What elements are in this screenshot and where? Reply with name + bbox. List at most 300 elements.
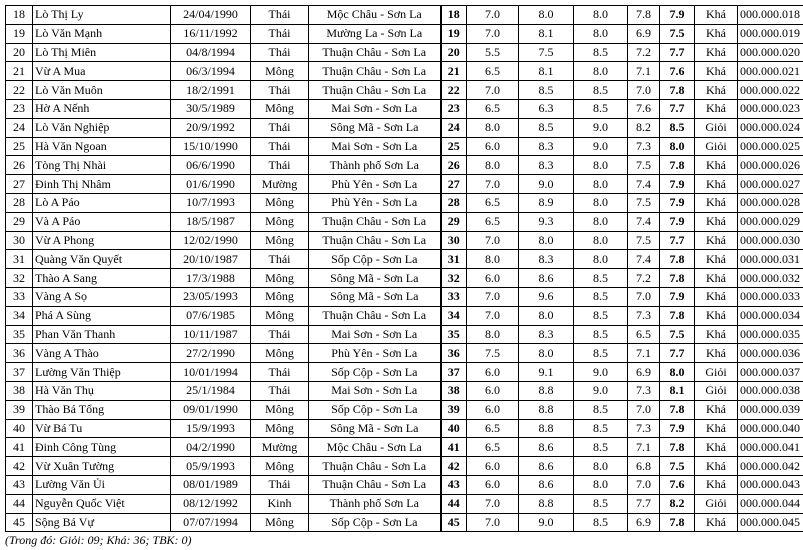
summary-footnote: (Trong đó: Giỏi: 09; Khá: 36; TBK: 0): [5, 533, 192, 547]
cell-number: 32: [441, 269, 467, 288]
cell-number: 20: [441, 43, 467, 62]
cell-name: Vừ A Mua: [33, 62, 171, 81]
cell-code: 000.000.026: [738, 156, 803, 175]
cell-average: 7.5: [660, 457, 695, 476]
cell-dob: 01/6/1990: [171, 175, 251, 194]
cell-score-3: 8.5: [574, 438, 628, 457]
cell-dob: 05/9/1993: [171, 457, 251, 476]
cell-stt: 41: [6, 438, 33, 457]
table-row: [6, 250, 803, 269]
cell-place: Thuận Châu - Sơn La: [309, 457, 441, 476]
cell-score-4: 7.5: [628, 193, 660, 212]
table-row: [6, 43, 803, 62]
cell-place: Phù Yên - Sơn La: [309, 175, 441, 194]
cell-code: 000.000.034: [738, 306, 803, 325]
cell-stt: 37: [6, 363, 33, 382]
cell-number: 39: [441, 400, 467, 419]
cell-score-3: 8.0: [574, 475, 628, 494]
results-table-container: [5, 5, 803, 532]
cell-number: 27: [441, 175, 467, 194]
cell-rank: Khá: [695, 438, 738, 457]
cell-name: Lò Văn Nghiệp: [33, 118, 171, 137]
cell-name: Vừ Xuân Tường: [33, 457, 171, 476]
cell-score-4: 7.8: [628, 6, 660, 25]
cell-stt: 36: [6, 344, 33, 363]
cell-score-3: 8.0: [574, 250, 628, 269]
results-table: [5, 5, 803, 532]
cell-rank: Khá: [695, 156, 738, 175]
table-row: [6, 513, 803, 532]
cell-score-2: 8.0: [519, 306, 574, 325]
cell-score-2: 9.6: [519, 287, 574, 306]
table-row: [6, 6, 803, 25]
cell-rank: Khá: [695, 306, 738, 325]
cell-code: 000.000.044: [738, 494, 803, 513]
cell-stt: 44: [6, 494, 33, 513]
cell-score-3: 8.5: [574, 81, 628, 100]
cell-code: 000.000.019: [738, 24, 803, 43]
cell-dob: 15/9/1993: [171, 419, 251, 438]
cell-stt: 30: [6, 231, 33, 250]
cell-dob: 16/11/1992: [171, 24, 251, 43]
cell-name: Lường Văn Ủi: [33, 475, 171, 494]
cell-score-2: 8.3: [519, 250, 574, 269]
cell-score-4: 7.1: [628, 344, 660, 363]
cell-name: Lò Văn Muôn: [33, 81, 171, 100]
cell-rank: Khá: [695, 24, 738, 43]
cell-score-4: 7.4: [628, 212, 660, 231]
cell-place: Thuận Châu - Sơn La: [309, 212, 441, 231]
cell-score-1: 5.5: [467, 43, 519, 62]
cell-score-3: 8.0: [574, 193, 628, 212]
cell-average: 7.7: [660, 99, 695, 118]
cell-score-1: 6.5: [467, 193, 519, 212]
cell-place: Thành phố Sơn La: [309, 494, 441, 513]
cell-name: Phan Văn Thanh: [33, 325, 171, 344]
cell-dob: 18/2/1991: [171, 81, 251, 100]
cell-score-3: 8.5: [574, 43, 628, 62]
cell-name: Lường Văn Thiệp: [33, 363, 171, 382]
cell-score-2: 8.3: [519, 156, 574, 175]
cell-rank: Giỏi: [695, 137, 738, 156]
cell-number: 24: [441, 118, 467, 137]
cell-ethnic: Mông: [251, 287, 309, 306]
cell-code: 000.000.030: [738, 231, 803, 250]
cell-name: Đinh Công Tùng: [33, 438, 171, 457]
cell-ethnic: Mông: [251, 344, 309, 363]
cell-score-1: 8.0: [467, 156, 519, 175]
cell-stt: 38: [6, 381, 33, 400]
cell-ethnic: Thái: [251, 43, 309, 62]
cell-score-4: 7.4: [628, 175, 660, 194]
cell-score-1: 7.0: [467, 287, 519, 306]
cell-code: 000.000.021: [738, 62, 803, 81]
cell-average: 7.9: [660, 175, 695, 194]
cell-name: Lò Thị Ly: [33, 6, 171, 25]
cell-score-2: 8.1: [519, 24, 574, 43]
cell-score-4: 7.1: [628, 438, 660, 457]
cell-ethnic: Mông: [251, 419, 309, 438]
cell-name: Vừ A Phong: [33, 231, 171, 250]
cell-number: 23: [441, 99, 467, 118]
cell-number: 33: [441, 287, 467, 306]
cell-score-4: 7.0: [628, 81, 660, 100]
cell-stt: 33: [6, 287, 33, 306]
cell-score-1: 6.0: [467, 137, 519, 156]
cell-score-3: 8.0: [574, 24, 628, 43]
cell-score-4: 7.2: [628, 43, 660, 62]
cell-dob: 06/6/1990: [171, 156, 251, 175]
cell-place: Phù Yên - Sơn La: [309, 193, 441, 212]
cell-score-1: 8.0: [467, 118, 519, 137]
cell-place: Mộc Châu - Sơn La: [309, 6, 441, 25]
cell-score-2: 8.5: [519, 118, 574, 137]
cell-number: 45: [441, 513, 467, 532]
cell-score-2: 8.8: [519, 419, 574, 438]
cell-score-4: 7.3: [628, 419, 660, 438]
cell-place: Sốp Cộp - Sơn La: [309, 363, 441, 382]
cell-rank: Khá: [695, 344, 738, 363]
cell-number: 44: [441, 494, 467, 513]
cell-average: 7.7: [660, 231, 695, 250]
cell-stt: 21: [6, 62, 33, 81]
cell-number: 26: [441, 156, 467, 175]
table-row: [6, 400, 803, 419]
cell-score-1: 6.5: [467, 419, 519, 438]
cell-name: Vừ Bá Tu: [33, 419, 171, 438]
cell-code: 000.000.037: [738, 363, 803, 382]
cell-average: 7.8: [660, 438, 695, 457]
cell-score-2: 8.5: [519, 81, 574, 100]
cell-code: 000.000.033: [738, 287, 803, 306]
cell-number: 43: [441, 475, 467, 494]
cell-place: Sông Mã - Sơn La: [309, 269, 441, 288]
table-row: [6, 137, 803, 156]
table-row: [6, 475, 803, 494]
cell-stt: 27: [6, 175, 33, 194]
cell-ethnic: Mông: [251, 400, 309, 419]
cell-score-4: 7.0: [628, 475, 660, 494]
table-row: [6, 419, 803, 438]
cell-ethnic: Mông: [251, 306, 309, 325]
table-row: [6, 344, 803, 363]
cell-dob: 30/5/1989: [171, 99, 251, 118]
cell-ethnic: Thái: [251, 381, 309, 400]
table-row: [6, 457, 803, 476]
cell-score-4: 6.5: [628, 325, 660, 344]
cell-average: 7.9: [660, 6, 695, 25]
cell-score-4: 7.1: [628, 62, 660, 81]
cell-score-2: 9.1: [519, 363, 574, 382]
cell-number: 21: [441, 62, 467, 81]
cell-average: 7.7: [660, 344, 695, 363]
cell-score-1: 7.0: [467, 513, 519, 532]
cell-ethnic: Thái: [251, 81, 309, 100]
cell-score-4: 7.5: [628, 231, 660, 250]
cell-score-1: 7.0: [467, 175, 519, 194]
cell-code: 000.000.022: [738, 81, 803, 100]
table-row: [6, 24, 803, 43]
cell-place: Thành phố Sơn La: [309, 156, 441, 175]
cell-name: Hà Văn Ngoan: [33, 137, 171, 156]
cell-number: 40: [441, 419, 467, 438]
cell-score-4: 7.0: [628, 400, 660, 419]
cell-place: Thuận Châu - Sơn La: [309, 62, 441, 81]
cell-place: Thuận Châu - Sơn La: [309, 475, 441, 494]
cell-average: 8.1: [660, 381, 695, 400]
table-row: [6, 175, 803, 194]
cell-dob: 17/3/1988: [171, 269, 251, 288]
cell-place: Sông Mã - Sơn La: [309, 287, 441, 306]
cell-average: 7.8: [660, 250, 695, 269]
cell-stt: 20: [6, 43, 33, 62]
cell-score-2: 8.3: [519, 137, 574, 156]
cell-stt: 23: [6, 99, 33, 118]
table-row: [6, 438, 803, 457]
cell-score-2: 8.1: [519, 62, 574, 81]
cell-dob: 15/10/1990: [171, 137, 251, 156]
cell-number: 28: [441, 193, 467, 212]
cell-code: 000.000.045: [738, 513, 803, 532]
cell-score-1: 6.0: [467, 475, 519, 494]
cell-place: Sông Mã - Sơn La: [309, 419, 441, 438]
cell-ethnic: Mông: [251, 513, 309, 532]
cell-score-3: 8.0: [574, 62, 628, 81]
cell-dob: 20/10/1987: [171, 250, 251, 269]
cell-rank: Khá: [695, 475, 738, 494]
cell-score-2: 8.6: [519, 269, 574, 288]
cell-ethnic: Mông: [251, 231, 309, 250]
cell-code: 000.000.020: [738, 43, 803, 62]
cell-score-3: 8.0: [574, 175, 628, 194]
cell-name: Nguyễn Quốc Việt: [33, 494, 171, 513]
cell-score-1: 6.0: [467, 400, 519, 419]
table-row: [6, 212, 803, 231]
cell-score-2: 8.8: [519, 400, 574, 419]
cell-score-3: 8.0: [574, 212, 628, 231]
cell-stt: 22: [6, 81, 33, 100]
cell-score-3: 8.5: [574, 287, 628, 306]
cell-place: Thuận Châu - Sơn La: [309, 81, 441, 100]
cell-score-2: 8.0: [519, 231, 574, 250]
cell-code: 000.000.038: [738, 381, 803, 400]
cell-rank: Khá: [695, 6, 738, 25]
cell-score-1: 7.5: [467, 344, 519, 363]
cell-score-3: 9.0: [574, 137, 628, 156]
cell-ethnic: Mông: [251, 193, 309, 212]
cell-score-3: 8.5: [574, 306, 628, 325]
cell-stt: 32: [6, 269, 33, 288]
cell-average: 7.9: [660, 287, 695, 306]
table-row: [6, 118, 803, 137]
cell-ethnic: Mông: [251, 269, 309, 288]
cell-dob: 04/8/1994: [171, 43, 251, 62]
cell-score-1: 6.0: [467, 381, 519, 400]
cell-number: 18: [441, 6, 467, 25]
cell-rank: Khá: [695, 212, 738, 231]
cell-score-4: 7.0: [628, 287, 660, 306]
cell-score-3: 9.0: [574, 118, 628, 137]
cell-score-1: 6.0: [467, 269, 519, 288]
cell-name: Thào A Sang: [33, 269, 171, 288]
cell-score-4: 7.7: [628, 494, 660, 513]
cell-score-4: 6.8: [628, 457, 660, 476]
cell-score-1: 8.0: [467, 325, 519, 344]
cell-rank: Giỏi: [695, 363, 738, 382]
cell-average: 8.0: [660, 363, 695, 382]
cell-score-1: 6.0: [467, 363, 519, 382]
cell-score-1: 7.0: [467, 306, 519, 325]
cell-score-3: 8.0: [574, 6, 628, 25]
cell-name: Thào Bá Tổng: [33, 400, 171, 419]
cell-score-2: 8.3: [519, 325, 574, 344]
cell-score-4: 6.9: [628, 24, 660, 43]
cell-dob: 07/07/1994: [171, 513, 251, 532]
cell-stt: 42: [6, 457, 33, 476]
cell-number: 25: [441, 137, 467, 156]
table-row: [6, 494, 803, 513]
table-row: [6, 193, 803, 212]
cell-stt: 35: [6, 325, 33, 344]
cell-average: 7.8: [660, 81, 695, 100]
cell-stt: 45: [6, 513, 33, 532]
cell-number: 19: [441, 24, 467, 43]
cell-code: 000.000.032: [738, 269, 803, 288]
cell-score-2: 9.3: [519, 212, 574, 231]
cell-code: 000.000.023: [738, 99, 803, 118]
cell-code: 000.000.035: [738, 325, 803, 344]
cell-average: 7.9: [660, 193, 695, 212]
table-row: [6, 363, 803, 382]
cell-score-4: 7.3: [628, 137, 660, 156]
cell-code: 000.000.031: [738, 250, 803, 269]
cell-name: Phá A Sùng: [33, 306, 171, 325]
cell-ethnic: Thái: [251, 137, 309, 156]
cell-rank: Khá: [695, 287, 738, 306]
cell-number: 36: [441, 344, 467, 363]
cell-score-1: 6.5: [467, 62, 519, 81]
cell-score-2: 6.3: [519, 99, 574, 118]
cell-score-3: 8.5: [574, 419, 628, 438]
cell-stt: 29: [6, 212, 33, 231]
cell-ethnic: Mông: [251, 99, 309, 118]
cell-score-2: 8.0: [519, 6, 574, 25]
cell-score-2: 7.5: [519, 43, 574, 62]
cell-dob: 24/04/1990: [171, 6, 251, 25]
cell-name: Đinh Thị Nhâm: [33, 175, 171, 194]
cell-rank: Khá: [695, 400, 738, 419]
cell-score-1: 7.0: [467, 24, 519, 43]
cell-rank: Giỏi: [695, 494, 738, 513]
cell-score-2: 8.6: [519, 438, 574, 457]
cell-score-4: 7.6: [628, 99, 660, 118]
cell-ethnic: Mường: [251, 438, 309, 457]
cell-score-3: 8.0: [574, 156, 628, 175]
cell-stt: 34: [6, 306, 33, 325]
cell-number: 30: [441, 231, 467, 250]
cell-score-3: 8.5: [574, 344, 628, 363]
table-row: [6, 381, 803, 400]
cell-average: 7.6: [660, 62, 695, 81]
cell-score-2: 8.8: [519, 494, 574, 513]
cell-dob: 06/3/1994: [171, 62, 251, 81]
cell-score-1: 8.0: [467, 250, 519, 269]
cell-place: Mộc Châu - Sơn La: [309, 438, 441, 457]
cell-score-1: 6.5: [467, 438, 519, 457]
cell-number: 22: [441, 81, 467, 100]
cell-place: Mai Sơn - Sơn La: [309, 137, 441, 156]
cell-score-4: 7.5: [628, 156, 660, 175]
table-body: [6, 6, 803, 532]
cell-average: 7.7: [660, 43, 695, 62]
cell-ethnic: Thái: [251, 118, 309, 137]
cell-code: 000.000.027: [738, 175, 803, 194]
cell-average: 7.6: [660, 475, 695, 494]
table-row: [6, 287, 803, 306]
cell-score-2: 8.8: [519, 381, 574, 400]
cell-place: Thuận Châu - Sơn La: [309, 231, 441, 250]
cell-number: 37: [441, 363, 467, 382]
cell-score-3: 9.0: [574, 381, 628, 400]
cell-stt: 19: [6, 24, 33, 43]
cell-ethnic: Thái: [251, 156, 309, 175]
cell-score-1: 6.0: [467, 457, 519, 476]
cell-score-1: 7.0: [467, 81, 519, 100]
cell-dob: 25/1/1984: [171, 381, 251, 400]
cell-ethnic: Mông: [251, 62, 309, 81]
cell-rank: Khá: [695, 99, 738, 118]
cell-average: 7.5: [660, 24, 695, 43]
cell-score-4: 6.9: [628, 363, 660, 382]
cell-rank: Khá: [695, 62, 738, 81]
cell-score-2: 8.6: [519, 457, 574, 476]
table-row: [6, 231, 803, 250]
cell-score-1: 6.5: [467, 212, 519, 231]
cell-name: Lò Thị Miên: [33, 43, 171, 62]
cell-place: Thuận Châu - Sơn La: [309, 43, 441, 62]
cell-dob: 10/11/1987: [171, 325, 251, 344]
cell-name: Hà Văn Thụ: [33, 381, 171, 400]
cell-dob: 10/7/1993: [171, 193, 251, 212]
cell-name: Vàng A Sọ: [33, 287, 171, 306]
cell-rank: Khá: [695, 175, 738, 194]
cell-number: 38: [441, 381, 467, 400]
cell-rank: Khá: [695, 231, 738, 250]
cell-stt: 40: [6, 419, 33, 438]
cell-name: Lò Văn Mạnh: [33, 24, 171, 43]
cell-score-3: 8.5: [574, 400, 628, 419]
cell-ethnic: Thái: [251, 475, 309, 494]
cell-rank: Khá: [695, 457, 738, 476]
cell-name: Quàng Văn Quyết: [33, 250, 171, 269]
cell-place: Sốp Cộp - Sơn La: [309, 400, 441, 419]
cell-score-3: 8.5: [574, 269, 628, 288]
cell-score-1: 7.0: [467, 231, 519, 250]
cell-number: 29: [441, 212, 467, 231]
cell-name: Và A Páo: [33, 212, 171, 231]
cell-ethnic: Mông: [251, 212, 309, 231]
cell-ethnic: Thái: [251, 24, 309, 43]
cell-rank: Khá: [695, 43, 738, 62]
cell-stt: 25: [6, 137, 33, 156]
cell-place: Thuận Châu - Sơn La: [309, 306, 441, 325]
cell-score-3: 8.5: [574, 99, 628, 118]
cell-dob: 07/6/1985: [171, 306, 251, 325]
cell-average: 7.8: [660, 306, 695, 325]
cell-score-4: 8.2: [628, 118, 660, 137]
cell-average: 7.9: [660, 212, 695, 231]
cell-score-2: 9.0: [519, 175, 574, 194]
